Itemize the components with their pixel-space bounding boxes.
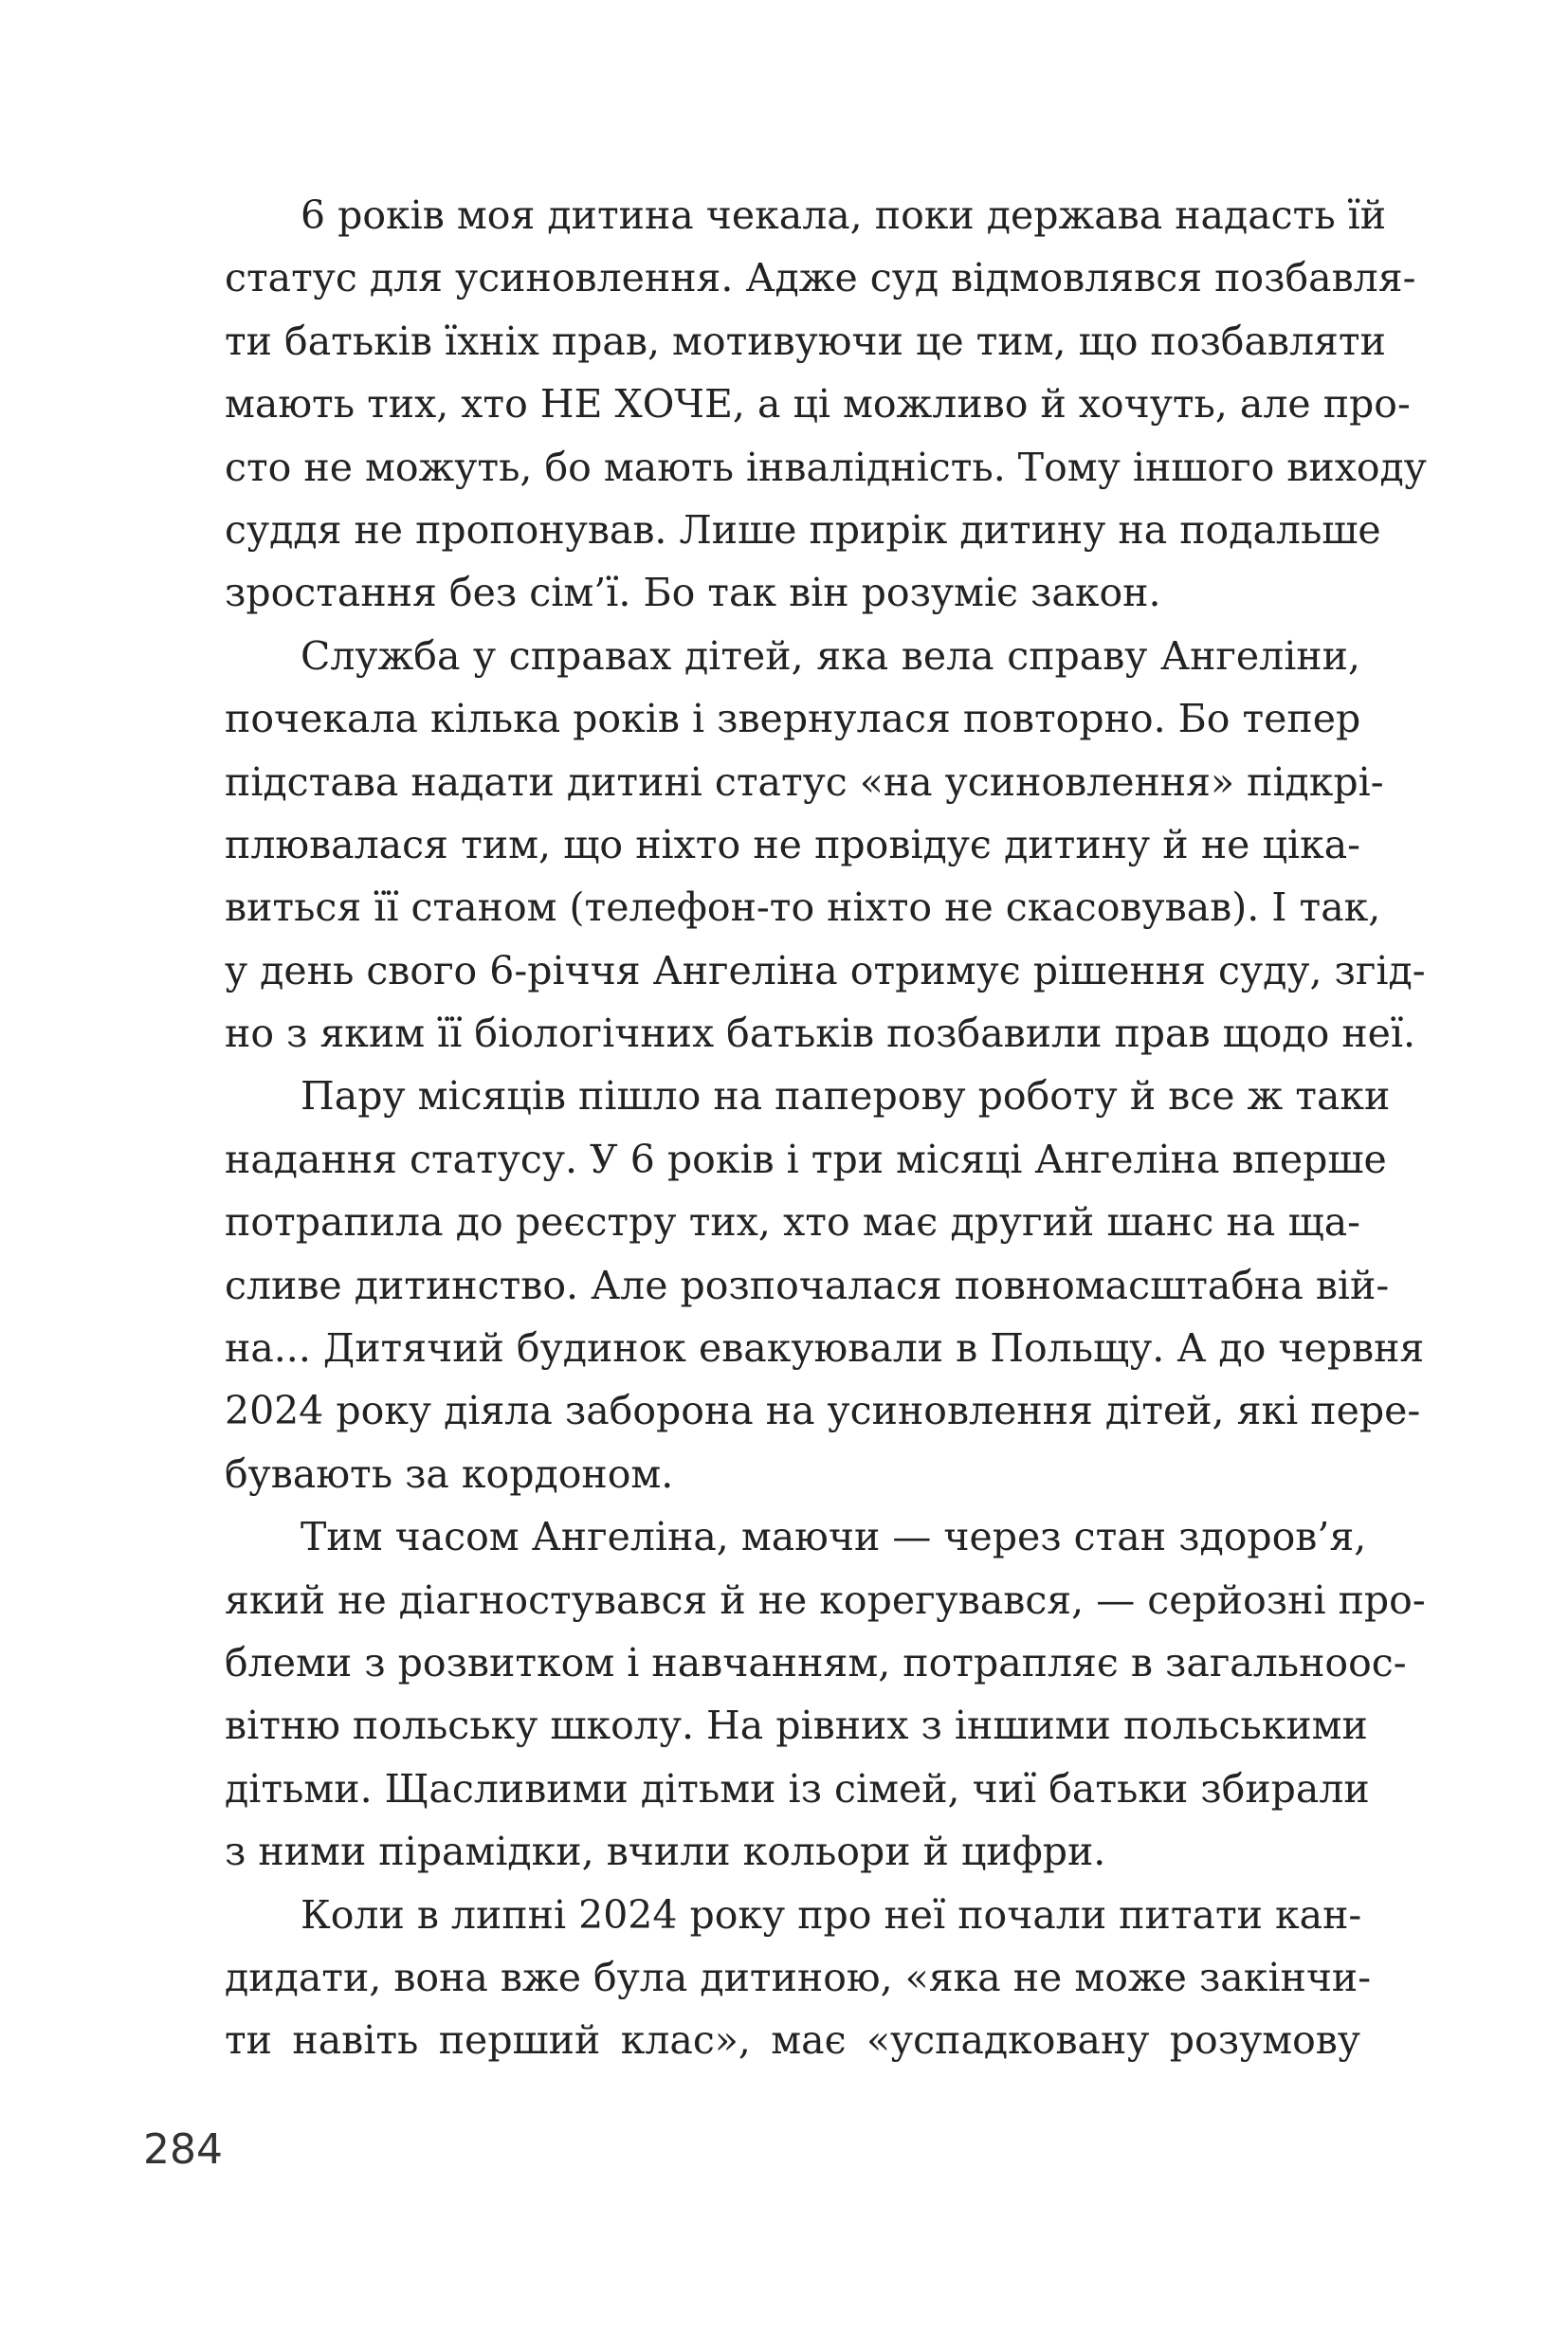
text-line: мають тих, хто НЕ ХОЧЕ, а ці можливо й хочуть, але про- [225,381,1411,428]
text-line: дітьми. Щасливими дітьми із сімей, чиї батьки збирали [225,1765,1370,1812]
text-line: сливе дитинство. Але розпочалася повномасштабна вій- [225,1262,1390,1308]
page-number: 284 [143,2125,223,2174]
text-line: блеми з розвитком і навчанням, потрапляє в загальноос- [225,1639,1407,1686]
text-line: з ними пірамідки, вчили кольори й цифри. [225,1829,1106,1875]
text-line: сто не можуть, бо мають інвалідність. Тому іншого виходу [225,444,1427,490]
text-line: ти батьків їхніх прав, мотивуючи це тим, що позбавляти [225,318,1386,364]
text-line: Коли в липні 2024 року про неї почали питати кан- [301,1891,1362,1938]
text-line: бувають за кордоном. [225,1450,674,1497]
text-line: потрапила до реєстру тих, хто має другий шанс на ща- [225,1199,1360,1246]
text-line: 6 років моя дитина чекала, поки держава надасть їй [301,192,1387,238]
text-line: у день свого 6-річчя Ангеліна отримує рішення суду, згід- [225,947,1426,993]
text-line: Тим часом Ангеліна, маючи — через стан здоров’я, [301,1514,1367,1560]
text-line: зростання без сім’ї. Бо так він розуміє закон. [225,570,1161,616]
text-line: який не діагностувався й не корегувався, — серйозні про- [225,1576,1426,1623]
text-line: ти навіть перший клас», має «успадковану розумову [225,2017,1360,2064]
text-line: суддя не пропонував. Лише прирік дитину на подальше [225,506,1381,553]
text-line: підстава надати дитині статус «на усиновлення» підкрі- [225,758,1384,805]
text-line: на... Дитячий будинок евакуювали в Польщу. А до червня [225,1325,1425,1372]
text-line: но з яким її біологічних батьків позбавили прав щодо неї. [225,1011,1416,1057]
text-line: Пару місяців пішло на паперову роботу й все ж таки [301,1073,1391,1120]
text-line: вітню польську школу. На рівних з іншими польськими [225,1703,1368,1749]
text-line: виться її станом (телефон-то ніхто не скасовував). І так, [225,884,1381,931]
text-line: надання статусу. У 6 років і три місяці Ангеліна вперше [225,1136,1387,1182]
text-line: статус для усиновлення. Адже суд відмовлявся позбавля- [225,255,1416,301]
text-line: Служба у справах дітей, яка вела справу Ангеліни, [301,632,1360,679]
text-line: почекала кілька років і звернулася повторно. Бо тепер [225,696,1361,742]
text-line: дидати, вона вже була дитиною, «яка не може закінчи- [225,1954,1372,2000]
body-text [225,184,1427,2072]
text-line: 2024 року діяла заборона на усиновлення дітей, які пере- [225,1388,1421,1434]
text-line: плювалася тим, що ніхто не провідує дитину й не ціка- [225,821,1360,867]
